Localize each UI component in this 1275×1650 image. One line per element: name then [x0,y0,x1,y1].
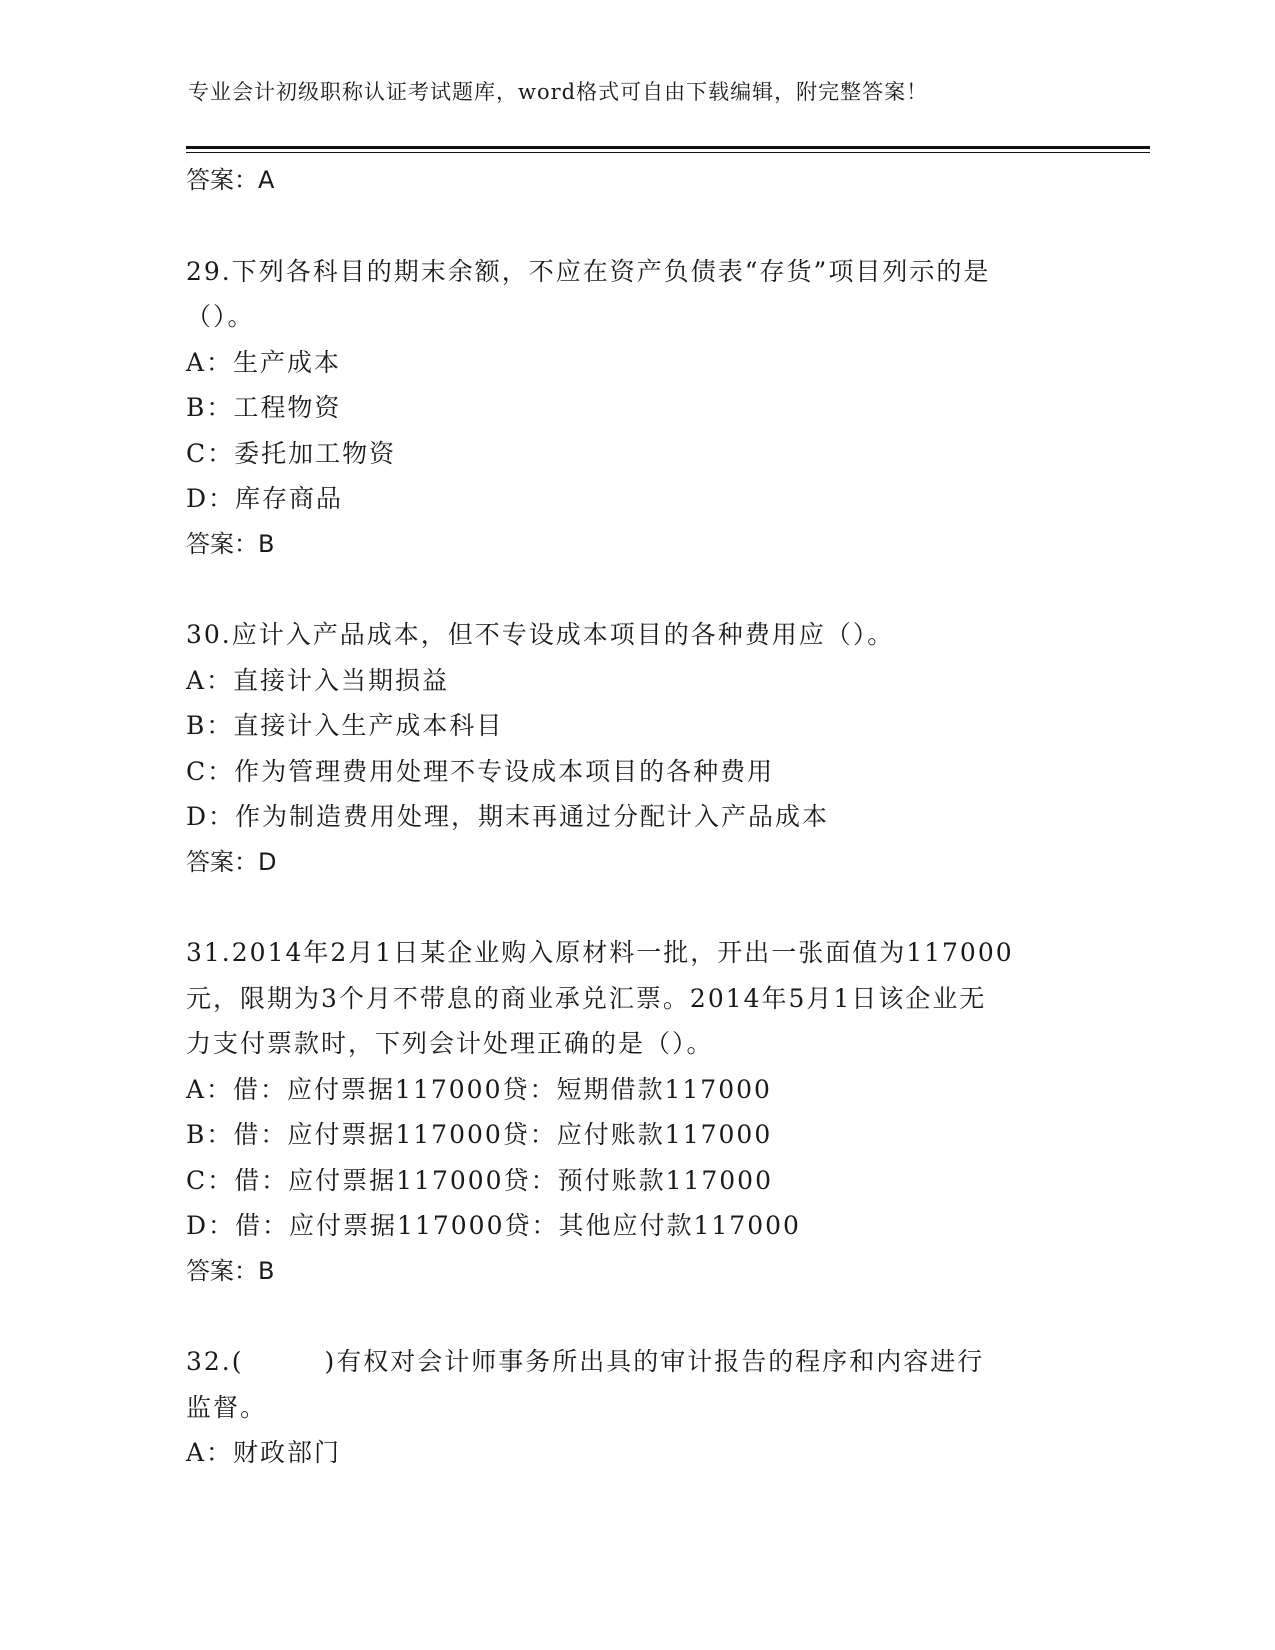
spacer [186,1294,1086,1339]
option-c: C：借：应付票据117000贷：预付账款117000 [186,1165,773,1195]
page-header: 专业会计初级职称认证考试题库，word格式可自由下载编辑，附完整答案！ [188,80,929,104]
option-a: A：借：应付票据117000贷：短期借款117000 [186,1074,772,1104]
question-text: 32.( )有权对会计师事务所出具的审计报告的程序和内容进行 [186,1347,985,1376]
answer: 答案：B [186,1256,275,1285]
question-text: 元，限期为3个月不带息的商业承兑汇票。2014年5月1日该企业无 [186,983,987,1013]
answer: 答案：B [186,529,275,558]
option-b: B：工程物资 [186,393,342,422]
option-a: A：生产成本 [186,347,342,377]
question-text: （）。 [186,302,255,331]
question-29 [186,249,1086,568]
question-31 [186,930,1086,1294]
option-c: C：作为管理费用处理不专设成本项目的各种费用 [186,756,775,786]
question-text: 29.下列各科目的期末余额，不应在资产负债表“存货”项目列示的是 [186,256,991,286]
spacer [186,204,1086,249]
option-d: D：作为制造费用处理，期末再通过分配计入产品成本 [186,802,830,831]
question-30 [186,612,1086,885]
option-b: B：借：应付票据117000贷：应付账款117000 [186,1120,773,1149]
header-divider [186,146,1150,149]
answer: 答案：D [186,847,277,876]
question-text: 30.应计入产品成本，但不专设成本项目的各种费用应（）。 [186,620,895,649]
question-content [186,158,1086,1476]
option-c: C：委托加工物资 [186,438,397,468]
question-text: 监督。 [186,1392,268,1422]
question-32 [186,1339,1086,1476]
spacer [186,567,1086,612]
option-b: B：直接计入生产成本科目 [186,711,504,740]
question-text: 31.2014年2月1日某企业购入原材料一批，开出一张面值为117000 [186,938,1014,967]
option-d: D：借：应付票据117000贷：其他应付款117000 [186,1211,801,1240]
spacer [186,885,1086,930]
option-d: D：库存商品 [186,484,344,513]
option-a: A：直接计入当期损益 [186,665,450,695]
question-text: 力支付票款时，下列会计处理正确的是（）。 [186,1029,714,1058]
previous-answer: 答案：A [186,166,275,194]
option-a: A：财政部门 [186,1438,342,1467]
